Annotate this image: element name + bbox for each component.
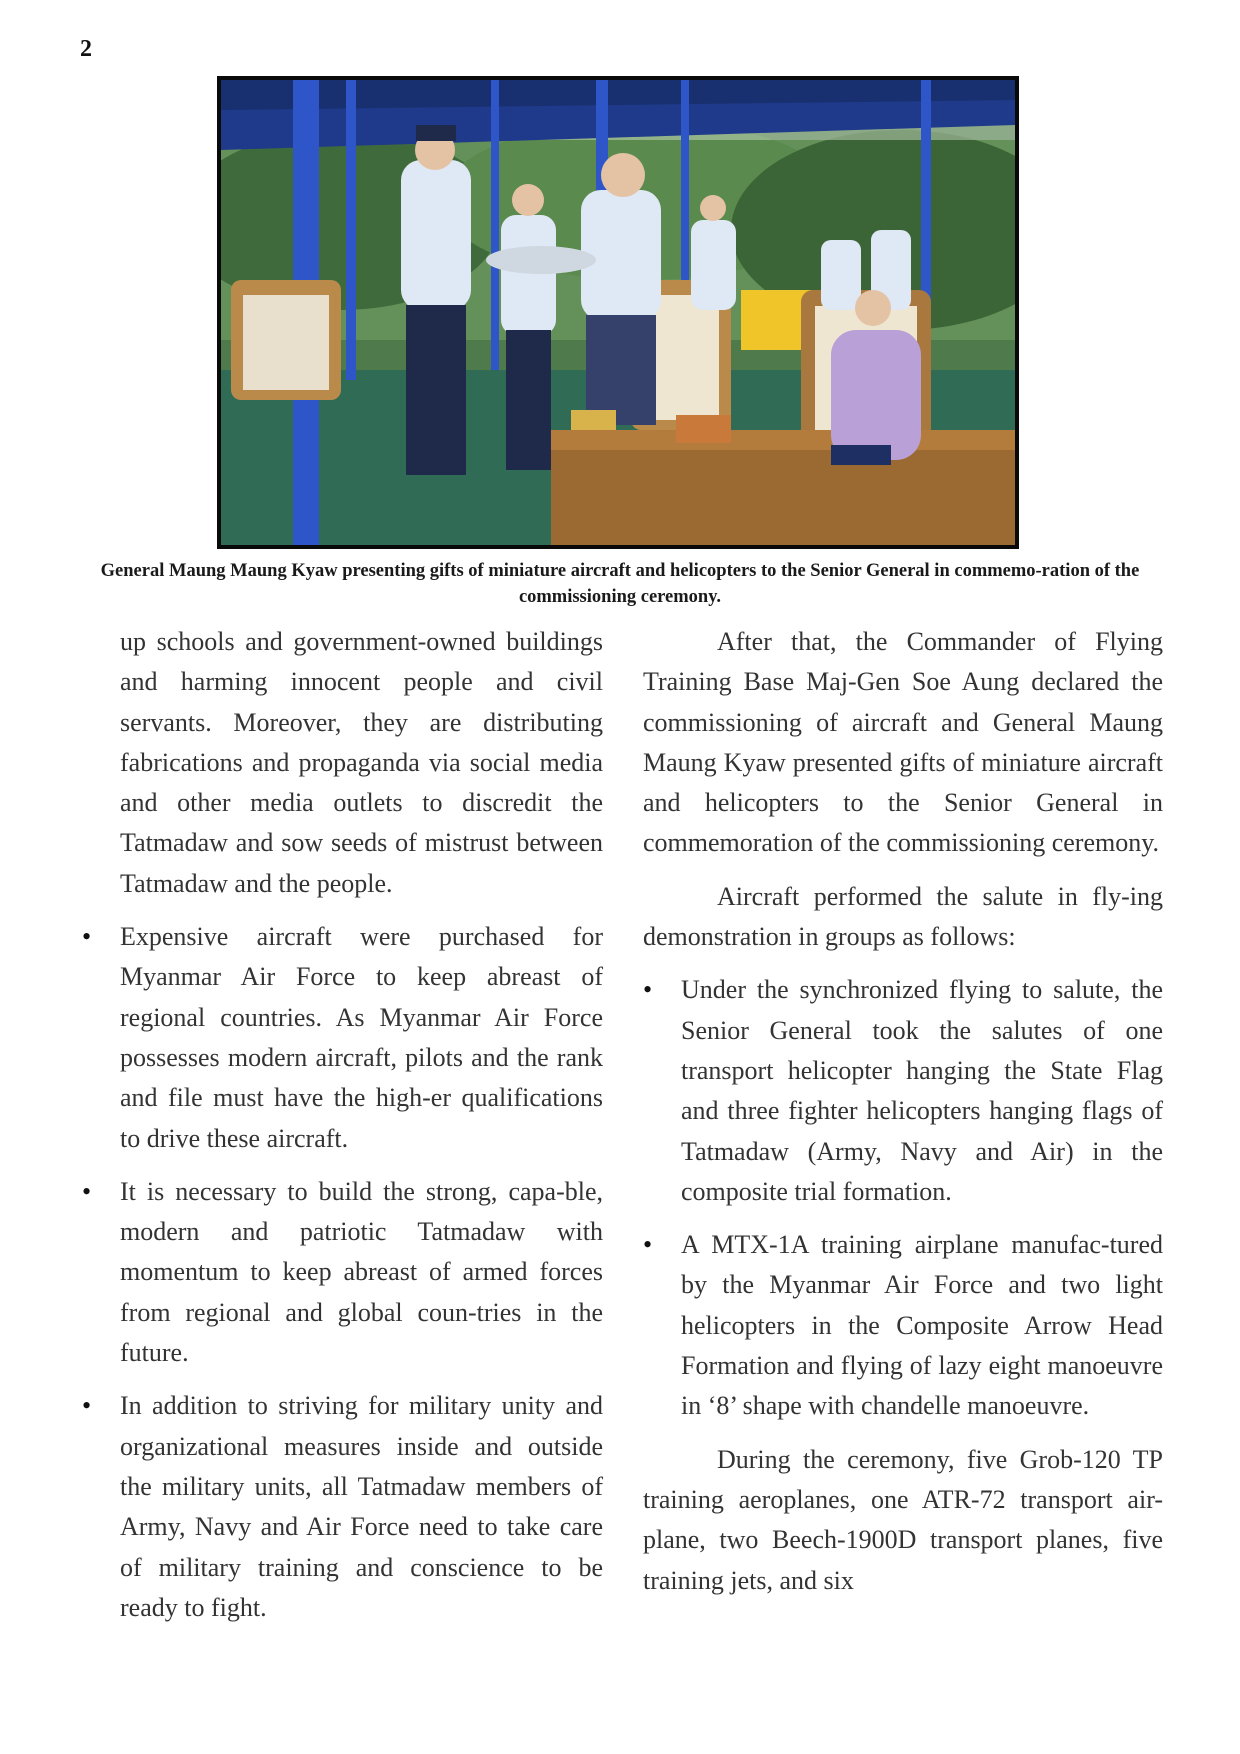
bullet-item: • Expensive aircraft were purchased for Myanmar Air Force to keep abreast of regional countries. As Myanmar Air Force possesses modern aircraft, pilots and the rank and file must have the high-er qualifications to drive these aircraft. <box>120 917 603 1159</box>
left-bullet-list <box>120 917 603 1628</box>
left-column <box>120 622 603 1641</box>
right-column <box>643 622 1163 1614</box>
ceremony-photo <box>217 76 1019 549</box>
ceremony-paragraph: During the ceremony, five Grob-120 TP training aeroplanes, one ATR-72 transport air-plane, two Beech-1900D transport planes, five training jets, and six <box>643 1444 1163 1595</box>
commissioning-paragraph: After that, the Commander of Flying Training Base Maj-Gen Soe Aung declared the commissioning of aircraft and General Maung Maung Kyaw presented gifts of miniature aircraft and helicopters to the Senior General in commemoration of the commissioning ceremony. <box>643 627 1163 858</box>
salute-intro-paragraph: Aircraft performed the salute in fly-ing demonstration in groups as follows: <box>643 881 1163 952</box>
right-bullet-list <box>643 970 1163 1426</box>
ceremony-photo-illustration <box>221 80 1015 545</box>
bullet-item: • In addition to striving for military unity and organizational measures inside and outside the military units, all Tatmadaw members of Army, Navy and Air Force need to take care of military training and conscience to be ready to fight. <box>120 1386 603 1628</box>
bullet-item: • Under the synchronized flying to salute, the Senior General took the salutes of one transport helicopter hanging the State Flag and three fighter helicopters hanging flags of Tatmadaw (Army, Navy and Air) in the composite trial formation. <box>643 970 1163 1212</box>
bullet-item: • A MTX-1A training airplane manufac-tured by the Myanmar Air Force and two light helicopters in the Composite Arrow Head Formation and flying of lazy eight manoeuvre in ‘8’ shape with chandelle manoeuvre. <box>643 1225 1163 1426</box>
bullet-item: • It is necessary to build the strong, capa-ble, modern and patriotic Tatmadaw with momentum to keep abreast of armed forces from regional and global coun-tries in the future. <box>120 1172 603 1373</box>
photo-caption: General Maung Maung Kyaw presenting gifts of miniature aircraft and helicopters to the Senior General in commemo-ration of the commissioning ceremony. <box>100 561 1140 607</box>
continuation-paragraph: up schools and government-owned buildings and harming innocent people and civil servants. Moreover, they are distributing fabrications and propaganda via social media and other media outlets to discredit the Tatmadaw and sow seeds of mistrust between Tatmadaw and the people. <box>120 627 603 898</box>
page-number: 2 <box>80 36 92 62</box>
